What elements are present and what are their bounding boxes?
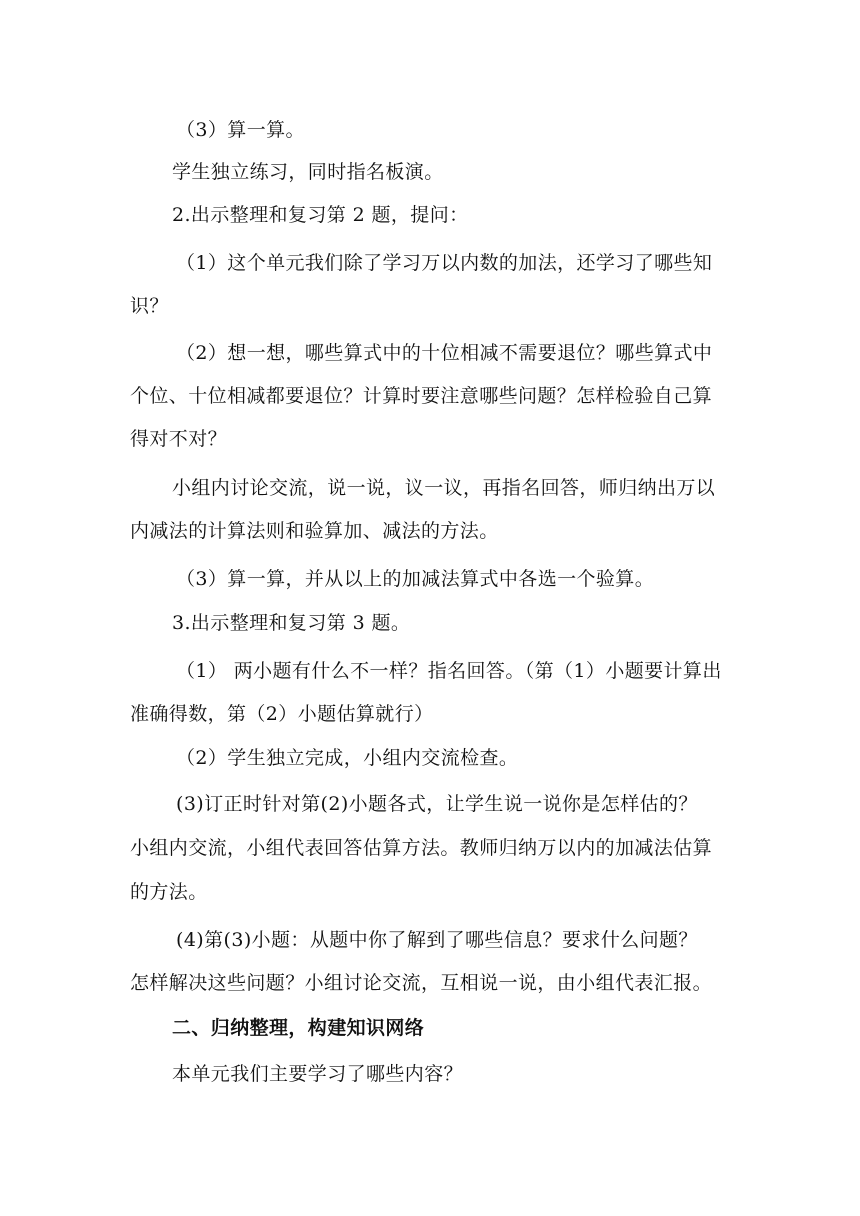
text-line: （3）算一算。 [176,119,305,141]
text-line: 内减法的计算法则和验算加、减法的方法。 [130,520,499,542]
text-line: 3.出示整理和复习第 3 题。 [172,612,411,634]
text-line: 本单元我们主要学习了哪些内容？ [172,1063,464,1085]
text-line: （3）算一算，并从以上的加减法算式中各选一个验算。 [176,568,655,590]
text-line: （2）学生独立完成，小组内交流检查。 [176,747,519,769]
text-line: 2.出示整理和复习第 2 题，提问： [172,204,469,226]
text-line: 识？ [130,295,169,317]
text-line: 学生独立练习，同时指名板演。 [172,161,444,183]
text-line: 准确得数，第（2）小题估算就行） [130,703,434,725]
text-line: 得对不对？ [130,428,228,450]
text-line: （2）想一想，哪些算式中的十位相减不需要退位？哪些算式中 [176,342,713,364]
text-line: 个位、十位相减都要退位？计算时要注意哪些问题？怎样检验自己算 [130,385,713,407]
text-line: (4)第(3)小题：从题中你了解到了哪些信息？要求什么问题？ [176,929,698,951]
text-line: 的方法。 [130,881,208,903]
section-heading: 二、归纳整理，构建知识网络 [172,1017,425,1039]
text-line: 小组内交流，小组代表回答估算方法。教师归纳万以内的加减法估算 [130,837,713,859]
text-line: (3)订正时针对第(2)小题各式，让学生说一说你是怎样估的？ [176,793,698,815]
text-line: （1） 两小题有什么不一样？指名回答。（第（1）小题要计算出 [176,660,722,682]
text-line: 小组内讨论交流，说一说，议一议，再指名回答，师归纳出万以 [172,477,716,499]
text-line: （1）这个单元我们除了学习万以内数的加法，还学习了哪些知 [176,252,713,274]
text-line: 怎样解决这些问题？小组讨论交流，互相说一说，由小组代表汇报。 [130,972,713,994]
